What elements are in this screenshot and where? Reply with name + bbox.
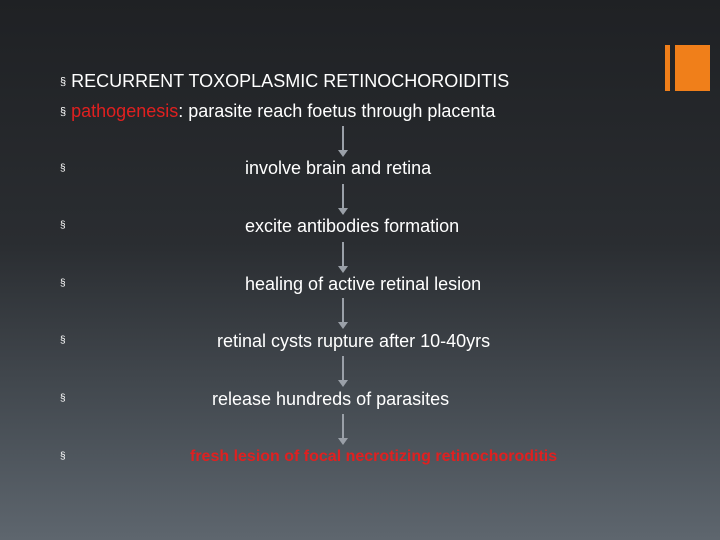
down-arrow-icon — [338, 126, 348, 158]
step-bullet: § — [60, 278, 66, 289]
accent-bar-thick — [675, 45, 710, 91]
accent-bar-thin — [665, 45, 670, 91]
down-arrow-icon — [338, 242, 348, 274]
step-bullet: § — [60, 393, 66, 404]
down-arrow-icon — [338, 356, 348, 388]
bullet-marker: § — [60, 106, 67, 118]
header-line-pathogenesis — [60, 101, 495, 122]
step-bullet: § — [60, 220, 66, 231]
down-arrow-icon — [338, 414, 348, 446]
step-bullet: § — [60, 451, 66, 462]
step-text: excite antibodies formation — [245, 216, 460, 236]
step-bullet: § — [60, 163, 66, 174]
step-text: retinal cysts rupture after 10-40yrs — [217, 331, 491, 351]
down-arrow-icon — [338, 298, 348, 330]
pathogenesis-label: pathogenesis — [71, 101, 179, 121]
step-bullet: § — [60, 335, 66, 346]
step-text: release hundreds of parasites — [212, 389, 450, 409]
bullet-marker: § — [60, 76, 67, 88]
step-text: healing of active retinal lesion — [245, 274, 482, 294]
title-text: RECURRENT TOXOPLASMIC RETINOCHOROIDITIS — [71, 71, 510, 91]
down-arrow-icon — [338, 184, 348, 216]
header-line-title — [60, 71, 509, 92]
step-text: involve brain and retina — [245, 158, 432, 178]
pathogenesis-text: : parasite reach foetus through placenta — [178, 101, 496, 121]
step-text-final: fresh lesion of focal necrotizing retinochoroditis — [190, 448, 558, 465]
